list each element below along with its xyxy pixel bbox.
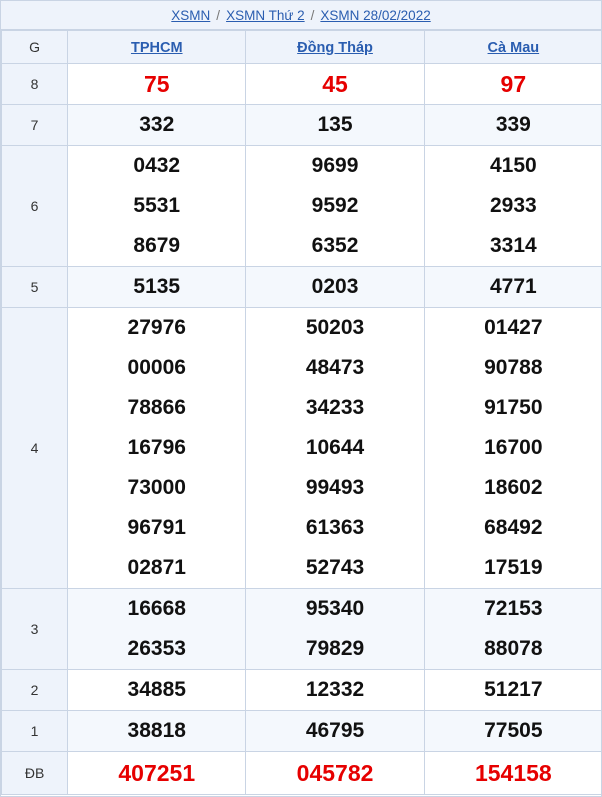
result-number: 45 xyxy=(322,71,348,97)
result-cell xyxy=(68,308,246,589)
breadcrumb-link-xsmn[interactable]: XSMN xyxy=(171,7,211,23)
prize-label: 5 xyxy=(2,267,68,308)
result-number: 16700 xyxy=(484,436,543,459)
breadcrumb xyxy=(1,1,601,30)
result-number: 34885 xyxy=(127,678,186,701)
result-number: 10644 xyxy=(305,436,365,459)
prize-label: 7 xyxy=(2,105,68,146)
result-number: 34233 xyxy=(305,396,365,419)
result-number: 79829 xyxy=(305,637,365,660)
result-number: 61363 xyxy=(305,516,365,539)
result-number: 78866 xyxy=(127,396,186,419)
result-number: 9699 xyxy=(311,154,359,177)
result-number: 045782 xyxy=(296,760,374,786)
table-row xyxy=(2,146,602,267)
result-cell xyxy=(68,105,246,146)
result-number: 5531 xyxy=(133,194,181,217)
table-row xyxy=(2,752,602,795)
result-number: 75 xyxy=(143,71,170,97)
table-row xyxy=(2,711,602,752)
result-cell xyxy=(246,670,424,711)
result-number: 91750 xyxy=(484,396,543,419)
result-number: 8679 xyxy=(133,234,181,257)
result-cell xyxy=(246,64,424,105)
result-number: 17519 xyxy=(484,556,543,579)
prize-label: ĐB xyxy=(2,752,68,795)
results-table xyxy=(1,30,602,795)
result-number: 68492 xyxy=(484,516,543,539)
result-number: 0203 xyxy=(311,275,359,298)
result-number: 38818 xyxy=(127,719,186,742)
table-row xyxy=(2,589,602,670)
result-cell xyxy=(68,711,246,752)
result-number: 9592 xyxy=(311,194,359,217)
province-link-ca-mau[interactable]: Cà Mau xyxy=(487,39,540,56)
result-cell xyxy=(246,752,424,795)
result-number: 97 xyxy=(500,71,527,97)
result-number: 135 xyxy=(317,113,353,136)
result-cell xyxy=(246,308,424,589)
result-number: 00006 xyxy=(127,356,186,379)
result-cell xyxy=(424,267,602,308)
result-number: 48473 xyxy=(305,356,365,379)
result-cell xyxy=(246,146,424,267)
result-number: 73000 xyxy=(127,476,186,499)
prize-label: 6 xyxy=(2,146,68,267)
result-cell xyxy=(68,64,246,105)
column-header-province-1 xyxy=(246,31,424,64)
result-number: 50203 xyxy=(305,316,365,339)
result-cell xyxy=(68,752,246,795)
breadcrumb-link-xsmn-thu-2[interactable]: XSMN Thứ 2 xyxy=(226,7,305,23)
table-row xyxy=(2,64,602,105)
result-cell xyxy=(68,670,246,711)
table-body xyxy=(2,64,602,795)
result-number: 72153 xyxy=(484,597,543,620)
result-cell xyxy=(246,267,424,308)
result-number: 96791 xyxy=(127,516,186,539)
result-number: 27976 xyxy=(127,316,186,339)
prize-label: 3 xyxy=(2,589,68,670)
result-number: 99493 xyxy=(305,476,365,499)
result-cell xyxy=(246,711,424,752)
table-row xyxy=(2,105,602,146)
result-number: 5135 xyxy=(133,275,181,298)
result-number: 6352 xyxy=(311,234,359,257)
column-header-province-0 xyxy=(68,31,246,64)
result-cell xyxy=(68,589,246,670)
result-number: 3314 xyxy=(489,234,537,257)
result-number: 2933 xyxy=(489,194,537,217)
result-number: 52743 xyxy=(305,556,365,579)
result-number: 02871 xyxy=(127,556,186,579)
province-link-dong-thap[interactable]: Đồng Tháp xyxy=(297,39,373,56)
result-number: 88078 xyxy=(484,637,543,660)
prize-label: 8 xyxy=(2,64,68,105)
table-row xyxy=(2,308,602,589)
result-cell xyxy=(424,670,602,711)
result-cell xyxy=(424,711,602,752)
result-number: 18602 xyxy=(484,476,543,499)
result-number: 26353 xyxy=(127,637,186,660)
column-header-prize: G xyxy=(2,31,68,64)
table-row xyxy=(2,670,602,711)
prize-label: 4 xyxy=(2,308,68,589)
result-number: 4150 xyxy=(489,154,537,177)
result-cell xyxy=(246,589,424,670)
result-number: 01427 xyxy=(484,316,543,339)
result-cell xyxy=(424,752,602,795)
result-cell xyxy=(68,146,246,267)
prize-label: 1 xyxy=(2,711,68,752)
result-cell xyxy=(424,64,602,105)
result-number: 51217 xyxy=(484,678,543,701)
result-number: 4771 xyxy=(489,275,537,298)
result-cell xyxy=(68,267,246,308)
result-number: 95340 xyxy=(305,597,365,620)
breadcrumb-link-xsmn-date[interactable]: XSMN 28/02/2022 xyxy=(320,7,431,23)
result-number: 12332 xyxy=(305,678,365,701)
table-header xyxy=(2,31,602,64)
result-cell xyxy=(424,308,602,589)
result-cell xyxy=(424,589,602,670)
table-row xyxy=(2,267,602,308)
result-number: 332 xyxy=(139,113,175,136)
breadcrumb-separator-2: / xyxy=(310,7,315,23)
province-link-tphcm[interactable]: TPHCM xyxy=(130,39,183,56)
result-cell xyxy=(246,105,424,146)
result-number: 90788 xyxy=(484,356,543,379)
header-row xyxy=(2,31,602,64)
result-number: 16668 xyxy=(127,597,186,620)
column-header-province-2 xyxy=(424,31,602,64)
prize-label: 2 xyxy=(2,670,68,711)
result-number: 407251 xyxy=(118,760,196,786)
result-number: 16796 xyxy=(127,436,186,459)
breadcrumb-separator-1: / xyxy=(216,7,221,23)
result-number: 77505 xyxy=(484,719,543,742)
result-number: 0432 xyxy=(133,154,181,177)
result-number: 46795 xyxy=(305,719,365,742)
result-number: 339 xyxy=(495,113,531,136)
result-cell xyxy=(424,105,602,146)
result-cell xyxy=(424,146,602,267)
result-number: 154158 xyxy=(474,760,552,786)
